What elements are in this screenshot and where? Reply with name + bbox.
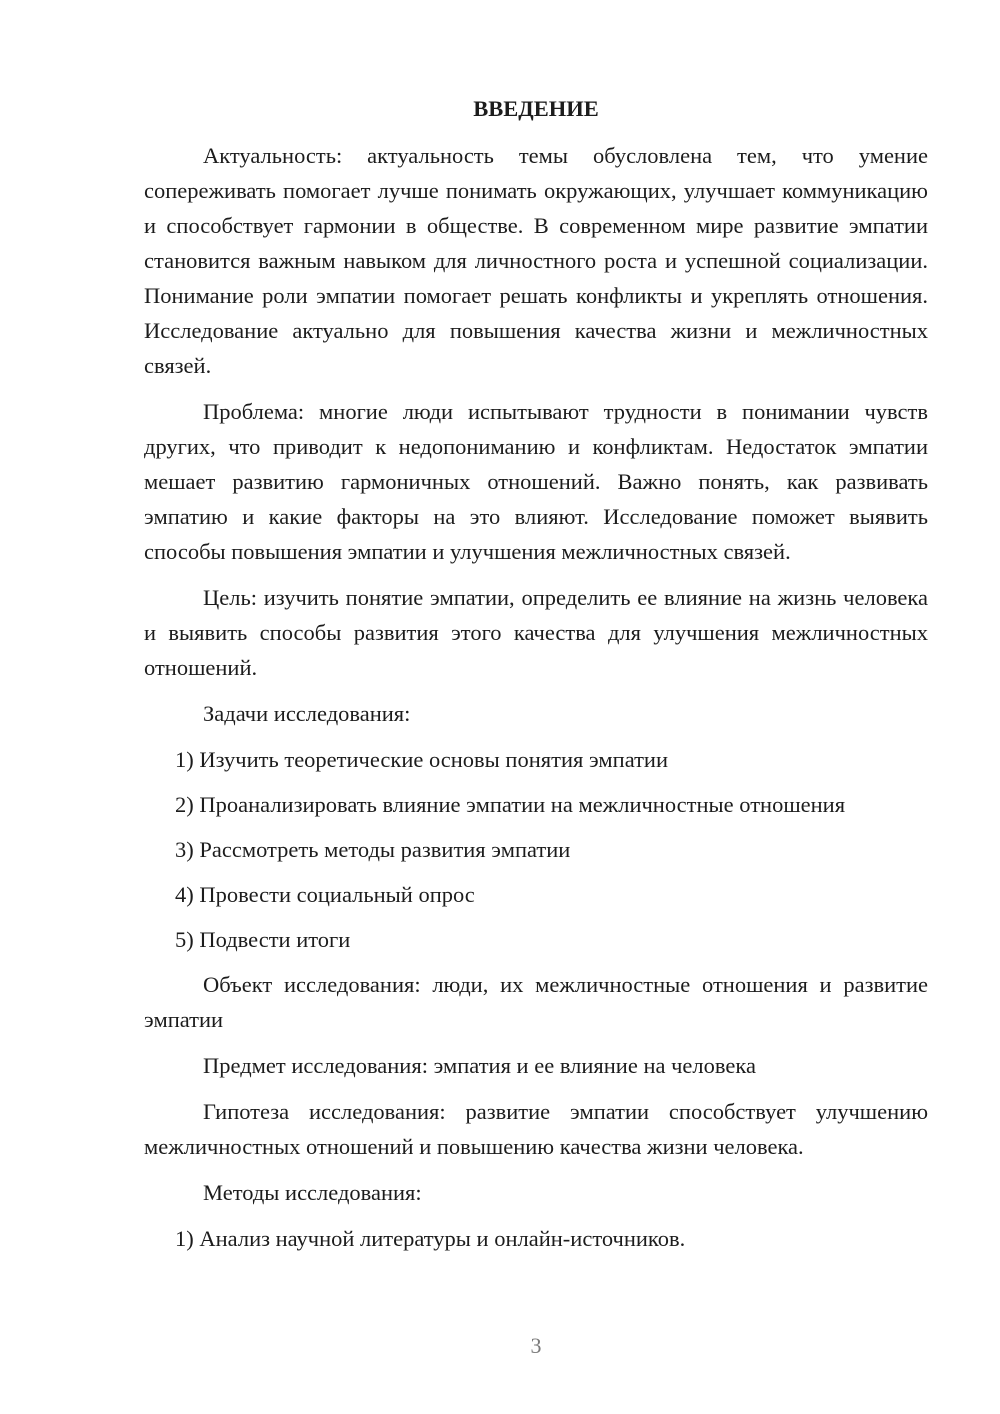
list-item: 2) Проанализировать влияние эмпатии на межличностные отношения xyxy=(175,792,846,817)
methods-heading: Методы исследования: xyxy=(203,1180,422,1205)
goal-paragraph: Цель: изучить понятие эмпатии, определить ее влияние на жизнь человека и выявить способы развития этого качества для улучшения межличностных отношений. xyxy=(144,585,928,680)
problem-paragraph: Проблема: многие люди испытывают трудности в понимании чувств других, что приводит к недопониманию и конфликтам. Недостаток эмпатии мешает развитию гармоничных отношений. Важно понять, как развивать эмпатию и какие факторы на это влияют. Исследование поможет выявить способы повышения эмпатии и улучшения межличностных связей. xyxy=(144,399,928,564)
page-content xyxy=(144,94,928,1266)
list-item: 4) Провести социальный опрос xyxy=(175,882,475,907)
page-number: 3 xyxy=(530,1333,542,1358)
page-title: ВВЕДЕНИЕ xyxy=(473,96,599,121)
subject-paragraph: Предмет исследования: эмпатия и ее влияние на человека xyxy=(203,1053,756,1078)
list-item: 5) Подвести итоги xyxy=(175,927,351,952)
tasks-list xyxy=(144,742,928,957)
methods-list xyxy=(144,1221,928,1256)
relevance-paragraph: Актуальность: актуальность темы обусловлена тем, что умение сопереживать помогает лучше понимать окружающих, улучшает коммуникацию и способствует гармонии в обществе. В современном мире развитие эмпатии становится важным навыком для личностного роста и успешной социализации. Понимание роли эмпатии помогает решать конфликты и укреплять отношения. Исследование актуально для повышения качества жизни и межличностных связей. xyxy=(144,143,928,378)
hypothesis-paragraph: Гипотеза исследования: развитие эмпатии способствует улучшению межличностных отношений и повышению качества жизни человека. xyxy=(144,1099,928,1159)
tasks-heading: Задачи исследования: xyxy=(203,701,411,726)
object-paragraph: Объект исследования: люди, их межличностные отношения и развитие эмпатии xyxy=(144,972,928,1032)
list-item: 3) Рассмотреть методы развития эмпатии xyxy=(175,837,571,862)
list-item: 1) Анализ научной литературы и онлайн-источников. xyxy=(175,1226,686,1251)
list-item: 1) Изучить теоретические основы понятия эмпатии xyxy=(175,747,669,772)
